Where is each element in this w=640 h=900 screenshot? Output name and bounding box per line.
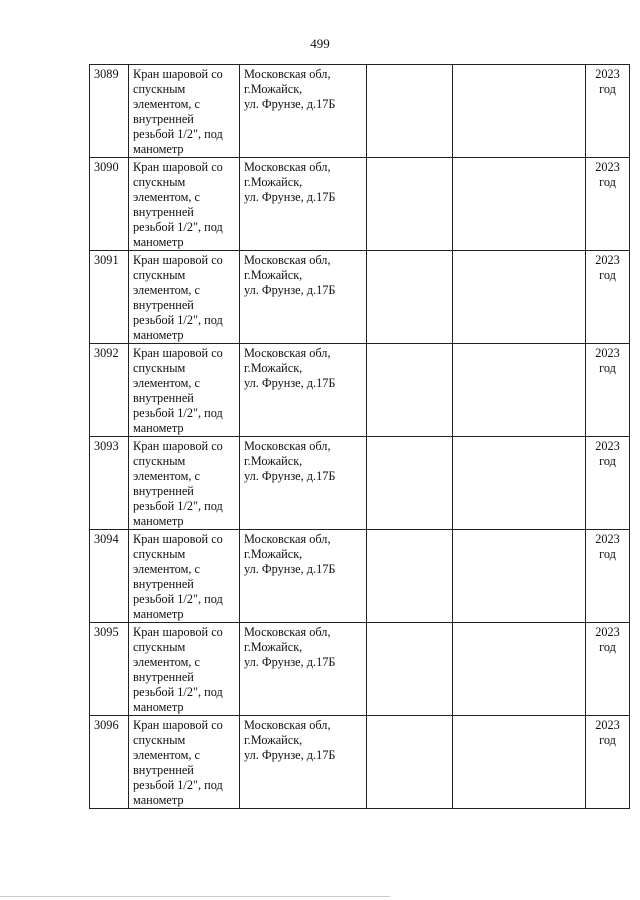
scan-edge-line [0, 896, 390, 897]
year-line: 2023 [595, 625, 620, 639]
row-number-cell: 3095 [90, 623, 129, 716]
item-name-line: резьбой 1/2", под [133, 499, 223, 513]
item-name-line: спускным [133, 268, 186, 282]
item-name-line: элементом, с [133, 748, 200, 762]
year-line: год [599, 175, 616, 189]
row-number-cell: 3096 [90, 716, 129, 809]
address-line: Московская обл, [244, 253, 331, 267]
item-name-line: манометр [133, 700, 184, 714]
item-name-line: элементом, с [133, 97, 200, 111]
item-name-line: элементом, с [133, 655, 200, 669]
item-name-line: внутренней [133, 391, 194, 405]
address-line: г.Можайск, [244, 361, 303, 375]
address-line: Московская обл, [244, 625, 331, 639]
item-name-cell [129, 530, 240, 623]
item-name-line: манометр [133, 328, 184, 342]
item-name-line: резьбой 1/2", под [133, 220, 223, 234]
row-number-cell: 3092 [90, 344, 129, 437]
empty-cell-5 [453, 65, 586, 158]
year-cell [586, 437, 630, 530]
year-cell [586, 623, 630, 716]
item-name-line: элементом, с [133, 376, 200, 390]
year-cell [586, 251, 630, 344]
address-line: г.Можайск, [244, 82, 303, 96]
address-line: ул. Фрунзе, д.17Б [244, 469, 336, 483]
item-name-line: Кран шаровой со [133, 67, 223, 81]
year-cell [586, 716, 630, 809]
empty-cell-4 [367, 437, 453, 530]
address-line: ул. Фрунзе, д.17Б [244, 562, 336, 576]
item-name-line: спускным [133, 175, 186, 189]
year-line: 2023 [595, 253, 620, 267]
inventory-table-body [90, 65, 630, 809]
item-name-line: спускным [133, 361, 186, 375]
empty-cell-5 [453, 716, 586, 809]
year-line: год [599, 454, 616, 468]
item-name-line: внутренней [133, 577, 194, 591]
item-name-line: резьбой 1/2", под [133, 685, 223, 699]
row-number-cell: 3093 [90, 437, 129, 530]
row-number-cell: 3089 [90, 65, 129, 158]
year-line: год [599, 640, 616, 654]
address-cell [240, 530, 367, 623]
empty-cell-5 [453, 158, 586, 251]
inventory-table [89, 64, 630, 809]
empty-cell-5 [453, 623, 586, 716]
empty-cell-5 [453, 530, 586, 623]
item-name-line: Кран шаровой со [133, 532, 223, 546]
item-name-line: Кран шаровой со [133, 718, 223, 732]
item-name-line: элементом, с [133, 190, 200, 204]
address-cell [240, 344, 367, 437]
address-line: ул. Фрунзе, д.17Б [244, 376, 336, 390]
address-line: ул. Фрунзе, д.17Б [244, 655, 336, 669]
item-name-line: внутренней [133, 298, 194, 312]
empty-cell-4 [367, 716, 453, 809]
item-name-line: манометр [133, 607, 184, 621]
year-line: 2023 [595, 532, 620, 546]
item-name-line: манометр [133, 793, 184, 807]
year-line: год [599, 547, 616, 561]
item-name-line: манометр [133, 514, 184, 528]
address-line: Московская обл, [244, 67, 331, 81]
item-name-cell [129, 716, 240, 809]
table-row [90, 251, 630, 344]
item-name-cell [129, 344, 240, 437]
item-name-line: манометр [133, 421, 184, 435]
item-name-line: внутренней [133, 763, 194, 777]
address-line: ул. Фрунзе, д.17Б [244, 190, 336, 204]
address-line: г.Можайск, [244, 733, 303, 747]
item-name-line: внутренней [133, 484, 194, 498]
address-line: Московская обл, [244, 532, 331, 546]
address-line: г.Можайск, [244, 175, 303, 189]
address-line: Московская обл, [244, 346, 331, 360]
row-number-cell: 3091 [90, 251, 129, 344]
table-row [90, 158, 630, 251]
item-name-cell [129, 251, 240, 344]
item-name-line: Кран шаровой со [133, 625, 223, 639]
year-line: 2023 [595, 439, 620, 453]
year-line: 2023 [595, 346, 620, 360]
year-line: год [599, 82, 616, 96]
year-line: год [599, 733, 616, 747]
year-cell [586, 65, 630, 158]
item-name-line: спускным [133, 640, 186, 654]
item-name-line: манометр [133, 235, 184, 249]
item-name-line: резьбой 1/2", под [133, 406, 223, 420]
row-number-cell: 3090 [90, 158, 129, 251]
year-line: 2023 [595, 718, 620, 732]
empty-cell-4 [367, 344, 453, 437]
item-name-line: спускным [133, 733, 186, 747]
empty-cell-5 [453, 344, 586, 437]
year-cell [586, 344, 630, 437]
address-cell [240, 251, 367, 344]
address-cell [240, 623, 367, 716]
table-row [90, 344, 630, 437]
item-name-cell [129, 623, 240, 716]
table-row [90, 623, 630, 716]
address-line: г.Можайск, [244, 454, 303, 468]
item-name-line: Кран шаровой со [133, 253, 223, 267]
address-cell [240, 716, 367, 809]
item-name-line: резьбой 1/2", под [133, 313, 223, 327]
item-name-line: спускным [133, 454, 186, 468]
item-name-line: элементом, с [133, 283, 200, 297]
item-name-line: резьбой 1/2", под [133, 778, 223, 792]
item-name-line: спускным [133, 82, 186, 96]
address-cell [240, 437, 367, 530]
item-name-line: манометр [133, 142, 184, 156]
empty-cell-5 [453, 437, 586, 530]
address-line: Московская обл, [244, 718, 331, 732]
item-name-line: элементом, с [133, 562, 200, 576]
empty-cell-5 [453, 251, 586, 344]
address-line: г.Можайск, [244, 547, 303, 561]
page-number: 499 [310, 36, 330, 51]
address-cell [240, 158, 367, 251]
address-line: г.Можайск, [244, 268, 303, 282]
item-name-line: внутренней [133, 670, 194, 684]
item-name-line: спускным [133, 547, 186, 561]
empty-cell-4 [367, 158, 453, 251]
item-name-line: резьбой 1/2", под [133, 592, 223, 606]
item-name-line: внутренней [133, 112, 194, 126]
address-cell [240, 65, 367, 158]
item-name-line: Кран шаровой со [133, 439, 223, 453]
year-cell [586, 158, 630, 251]
table-row [90, 65, 630, 158]
address-line: г.Можайск, [244, 640, 303, 654]
table-row [90, 530, 630, 623]
item-name-cell [129, 158, 240, 251]
address-line: Московская обл, [244, 160, 331, 174]
empty-cell-4 [367, 530, 453, 623]
address-line: ул. Фрунзе, д.17Б [244, 97, 336, 111]
year-line: 2023 [595, 67, 620, 81]
empty-cell-4 [367, 65, 453, 158]
item-name-cell [129, 65, 240, 158]
table-row [90, 437, 630, 530]
address-line: Московская обл, [244, 439, 331, 453]
address-line: ул. Фрунзе, д.17Б [244, 283, 336, 297]
item-name-line: Кран шаровой со [133, 160, 223, 174]
row-number-cell: 3094 [90, 530, 129, 623]
item-name-line: внутренней [133, 205, 194, 219]
table-row [90, 716, 630, 809]
item-name-line: Кран шаровой со [133, 346, 223, 360]
item-name-cell [129, 437, 240, 530]
address-line: ул. Фрунзе, д.17Б [244, 748, 336, 762]
item-name-line: резьбой 1/2", под [133, 127, 223, 141]
year-line: 2023 [595, 160, 620, 174]
year-line: год [599, 268, 616, 282]
year-cell [586, 530, 630, 623]
empty-cell-4 [367, 623, 453, 716]
empty-cell-4 [367, 251, 453, 344]
year-line: год [599, 361, 616, 375]
item-name-line: элементом, с [133, 469, 200, 483]
